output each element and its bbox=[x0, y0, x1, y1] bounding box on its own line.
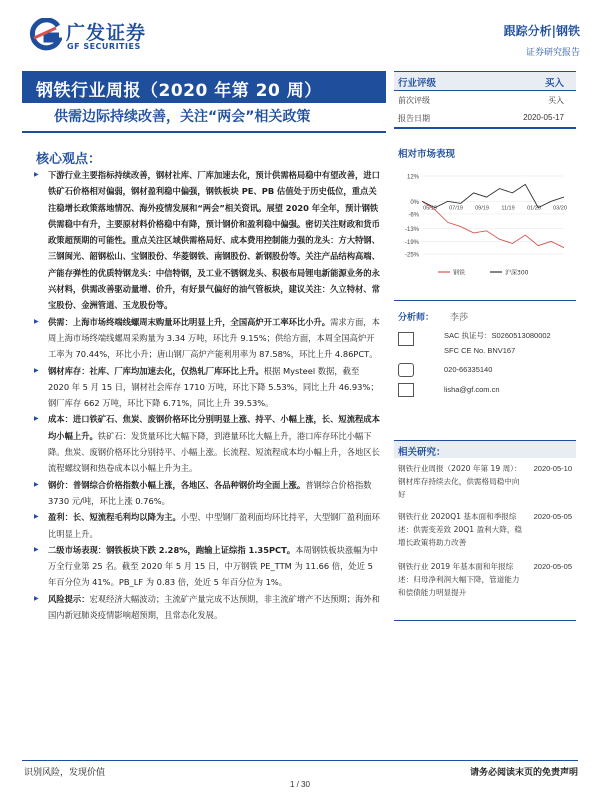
bullet-lead: 风险提示： bbox=[48, 593, 90, 604]
gf-logo-mark-icon bbox=[28, 18, 62, 52]
rating-row-date bbox=[394, 109, 576, 127]
report-header-info bbox=[504, 22, 580, 58]
related-item[interactable] bbox=[398, 510, 576, 549]
bullet-text: 需求方面，本周上海市场终端线螺周采购量为 3.34 万吨，环比升 9.15%；供给方面，本周全国高炉开工率为 70.44%，环比小升；唐山钢厂高炉产能利用率为 87.58%，环比上升 4.86PCT。 bbox=[48, 316, 380, 360]
brand-name-en: GF SECURITIES bbox=[67, 42, 141, 51]
footer-divider bbox=[22, 760, 578, 761]
bullet-text: 根据 Mysteel 数据，截至 2020 年 5 月 15 日，钢材社会库存 1710 万吨，环比下降 5.53%，同比上升 46.93%；钢厂库存 662 万吨，环比下降 6.71%，同比上升 39.53%。 bbox=[48, 365, 379, 409]
chart-series-line bbox=[422, 201, 564, 247]
report-subtitle: 供需边际持续改善，关注“两会”相关政策 bbox=[54, 109, 311, 125]
chart-y-tick-label: 0% bbox=[410, 199, 419, 206]
related-research-title: 相关研究： bbox=[398, 447, 446, 458]
report-type: 跟踪分析|钢铁 bbox=[503, 24, 580, 38]
related-item-title[interactable]: 钢铁行业 2020Q1 基本面和季报综述：供需变差致 20Q1 盈利大降，稳增长政策将助力改善 bbox=[398, 512, 523, 547]
analyst-label: 分析师： bbox=[398, 313, 435, 323]
bullet-lead: 成本：进口铁矿石、焦炭、废钢价格环比分别明显上涨、持平、小幅上涨，长、短流程成本均小幅上升。 bbox=[48, 414, 380, 441]
analyst-block bbox=[398, 310, 578, 394]
bullet-text: 本周钢铁板块涨幅为中万全行业第 25 名。截至 2020 年 5 月 15 日，中万钢铁 PE_TTM 为 11.66 倍，处近 5 年百分位为 41%。PB_LF 为 0.83 倍，处近 5 年百分位为 1%。 bbox=[48, 544, 379, 588]
bullet-lead: 钢价：普钢综合价格指数小幅上涨，各地区、各品种钢价均全面上涨。 bbox=[48, 479, 306, 490]
bullet-lead: 盈利：长、短流程毛利均以降为主。 bbox=[48, 512, 181, 523]
bullet-text: 小型、中型钢厂盈利面均环比持平，大型钢厂盈利面环比明显上升。 bbox=[48, 512, 380, 539]
report-title: 钢铁行业周报（2020 年第 20 周） bbox=[36, 81, 322, 101]
related-research-head bbox=[394, 440, 576, 458]
analyst-cert-row bbox=[398, 330, 578, 356]
chart-x-tick-label: 07/19 bbox=[449, 205, 463, 212]
rating-head bbox=[394, 71, 576, 91]
chart-x-tick-label: 05/19 bbox=[423, 205, 437, 212]
bullet-supply-demand bbox=[34, 314, 382, 363]
analyst-phone: 020-66335140 bbox=[444, 365, 493, 374]
footer-slogan: 识别风险，发现价值 bbox=[24, 768, 106, 778]
rating-head-value: 买入 bbox=[544, 78, 564, 89]
related-item-title[interactable]: 钢铁行业 2019 年基本面和年报综述：归母净利润大幅下降，管道能力和偿债能力明显提升 bbox=[398, 562, 520, 597]
market-performance-title: 相对市场表现 bbox=[398, 149, 456, 160]
related-item-title[interactable]: 钢铁行业周报（2020 年第 19 周）：钢材库存持续去化，供需格局稳中向好 bbox=[398, 464, 522, 499]
email-icon bbox=[398, 383, 414, 397]
rating-divider bbox=[394, 127, 576, 129]
chart-legend-label: 钢铁 bbox=[453, 269, 466, 277]
chart-y-tick-label: -13% bbox=[404, 227, 419, 234]
bullet-text: 宏观经济大幅波动；主流矿产量完成不达预期，非主流矿增产不达预期；海外和国内新冠肺炎疫情影响超预期，且常态化发展。 bbox=[48, 593, 380, 621]
related-item[interactable] bbox=[398, 462, 576, 501]
bullet-profit bbox=[34, 509, 382, 542]
bullet-text: 下游行业主要指标持续改善，钢材社库、厂库加速去化，预计供需格局稳中有望改善，进口铁矿石价格相对偏弱，钢材盈利稳中偏强，钢铁板块 PE、PB 估值处于历史低位，重点关注稳增长政策落地情况、海外疫情发展和“两会”相关资讯。展望 2020 年全年，预计钢铁供需稳中有升，主要原材料价格稳中有降，预计钢价和盈利稳中偏强。密切关注财政和货币政策超预期的可能性。重点关注区域供需格局好、成本费用控制能力强的龙头：方大特钢、三钢闽光、韶钢松山、宝钢股份、华菱钢铁、南钢股份、新钢股份等。关注产品结构高端、产能存弹性的优质特钢龙头：中信特钢，及工业不锈钢龙头、积极布局锂电新能源业务的永兴材料，供需改善驱动量增、价升，有好景气偏好的油气管板块，建议关注：久立特材、常宝股份、金洲管道、玉龙股份等。 bbox=[48, 170, 380, 311]
analyst-email-row[interactable] bbox=[398, 384, 578, 398]
chart-series-line bbox=[422, 184, 564, 207]
rating-row-value: 2020-05-17 bbox=[523, 113, 564, 122]
related-divider bbox=[394, 620, 576, 621]
rating-head-label: 行业评级 bbox=[398, 78, 437, 89]
bullet-lead: 钢材库存：社库、厂库均加速去化，仅热轧厂库环比上升。 bbox=[48, 365, 264, 376]
bullet-secondary-market bbox=[34, 542, 382, 591]
report-series: 证券研究报告 bbox=[525, 48, 580, 58]
related-item-date: 2020-05-05 bbox=[533, 512, 572, 521]
rating-row-label: 报告日期 bbox=[398, 114, 430, 123]
relative-performance-chart bbox=[394, 170, 576, 280]
certificate-icon bbox=[398, 332, 414, 346]
phone-icon bbox=[398, 363, 414, 377]
analyst-email[interactable]: lisha@gf.com.cn bbox=[444, 385, 500, 394]
chart-y-tick-label: -19% bbox=[404, 239, 419, 246]
bullet-steel-price bbox=[34, 477, 382, 510]
core-views-heading: 核心观点： bbox=[36, 152, 102, 167]
rating-row-value: 买入 bbox=[548, 96, 564, 105]
chart-x-tick-label: 01/20 bbox=[527, 205, 541, 212]
bullet-cost bbox=[34, 411, 382, 476]
chart-x-tick-label: 11/19 bbox=[501, 205, 515, 212]
chart-x-tick-label: 09/19 bbox=[475, 205, 489, 212]
chart-y-tick-label: -6% bbox=[408, 212, 419, 219]
rating-row-previous bbox=[394, 91, 576, 109]
bullet-summary bbox=[34, 167, 382, 314]
bullet-text: 普钢综合价格指数 3730 元/吨，环比上涨 0.76%。 bbox=[48, 479, 372, 506]
bullet-text: 铁矿石：发货量环比大幅下降，到港量环比大幅上升，港口库存环比小幅下降。焦炭、废钢价格环比分别持平、小幅上涨。长流程、短流程成本均小幅上升，各地区长流程螺纹钢和热卷成本以小幅上升为主。 bbox=[48, 430, 380, 474]
chart-y-tick-label: -25% bbox=[404, 252, 419, 259]
rating-row-label: 前次评级 bbox=[398, 96, 430, 105]
gf-logo bbox=[28, 16, 178, 56]
chart-divider bbox=[394, 300, 576, 301]
analyst-sfc: SFC CE No. BNV167 bbox=[444, 346, 516, 355]
page-number: 1 / 30 bbox=[289, 780, 310, 789]
chart-x-tick-label: 03/20 bbox=[553, 205, 567, 212]
chart-y-tick-label: 12% bbox=[406, 174, 419, 181]
analyst-phone-row bbox=[398, 364, 578, 378]
chart-legend-label: 沪深300 bbox=[505, 269, 529, 277]
analyst-name: 李莎 bbox=[450, 313, 469, 323]
title-band bbox=[22, 71, 386, 103]
analyst-sac: SAC 执证号：S0260513080002 bbox=[444, 331, 551, 340]
bullet-risk bbox=[34, 591, 382, 624]
title-divider bbox=[22, 131, 386, 133]
footer-disclaimer: 请务必阅读末页的免责声明 bbox=[469, 768, 578, 778]
bullet-lead: 供需：上海市场终端线螺周末购量环比明显上升，全国高炉开工率环比小升。 bbox=[48, 316, 331, 327]
core-views-list bbox=[34, 167, 382, 623]
bullet-inventory bbox=[34, 363, 382, 412]
related-item-date: 2020-05-10 bbox=[533, 464, 572, 473]
brand-name-cn: 广发证券 bbox=[66, 22, 147, 44]
rating-box bbox=[394, 71, 576, 129]
bullet-lead: 二级市场表现：钢铁板块下跌 2.28%，跑输上证综指 1.35PCT。 bbox=[48, 544, 296, 555]
related-item-date: 2020-05-05 bbox=[533, 562, 572, 571]
related-item[interactable] bbox=[398, 560, 576, 599]
